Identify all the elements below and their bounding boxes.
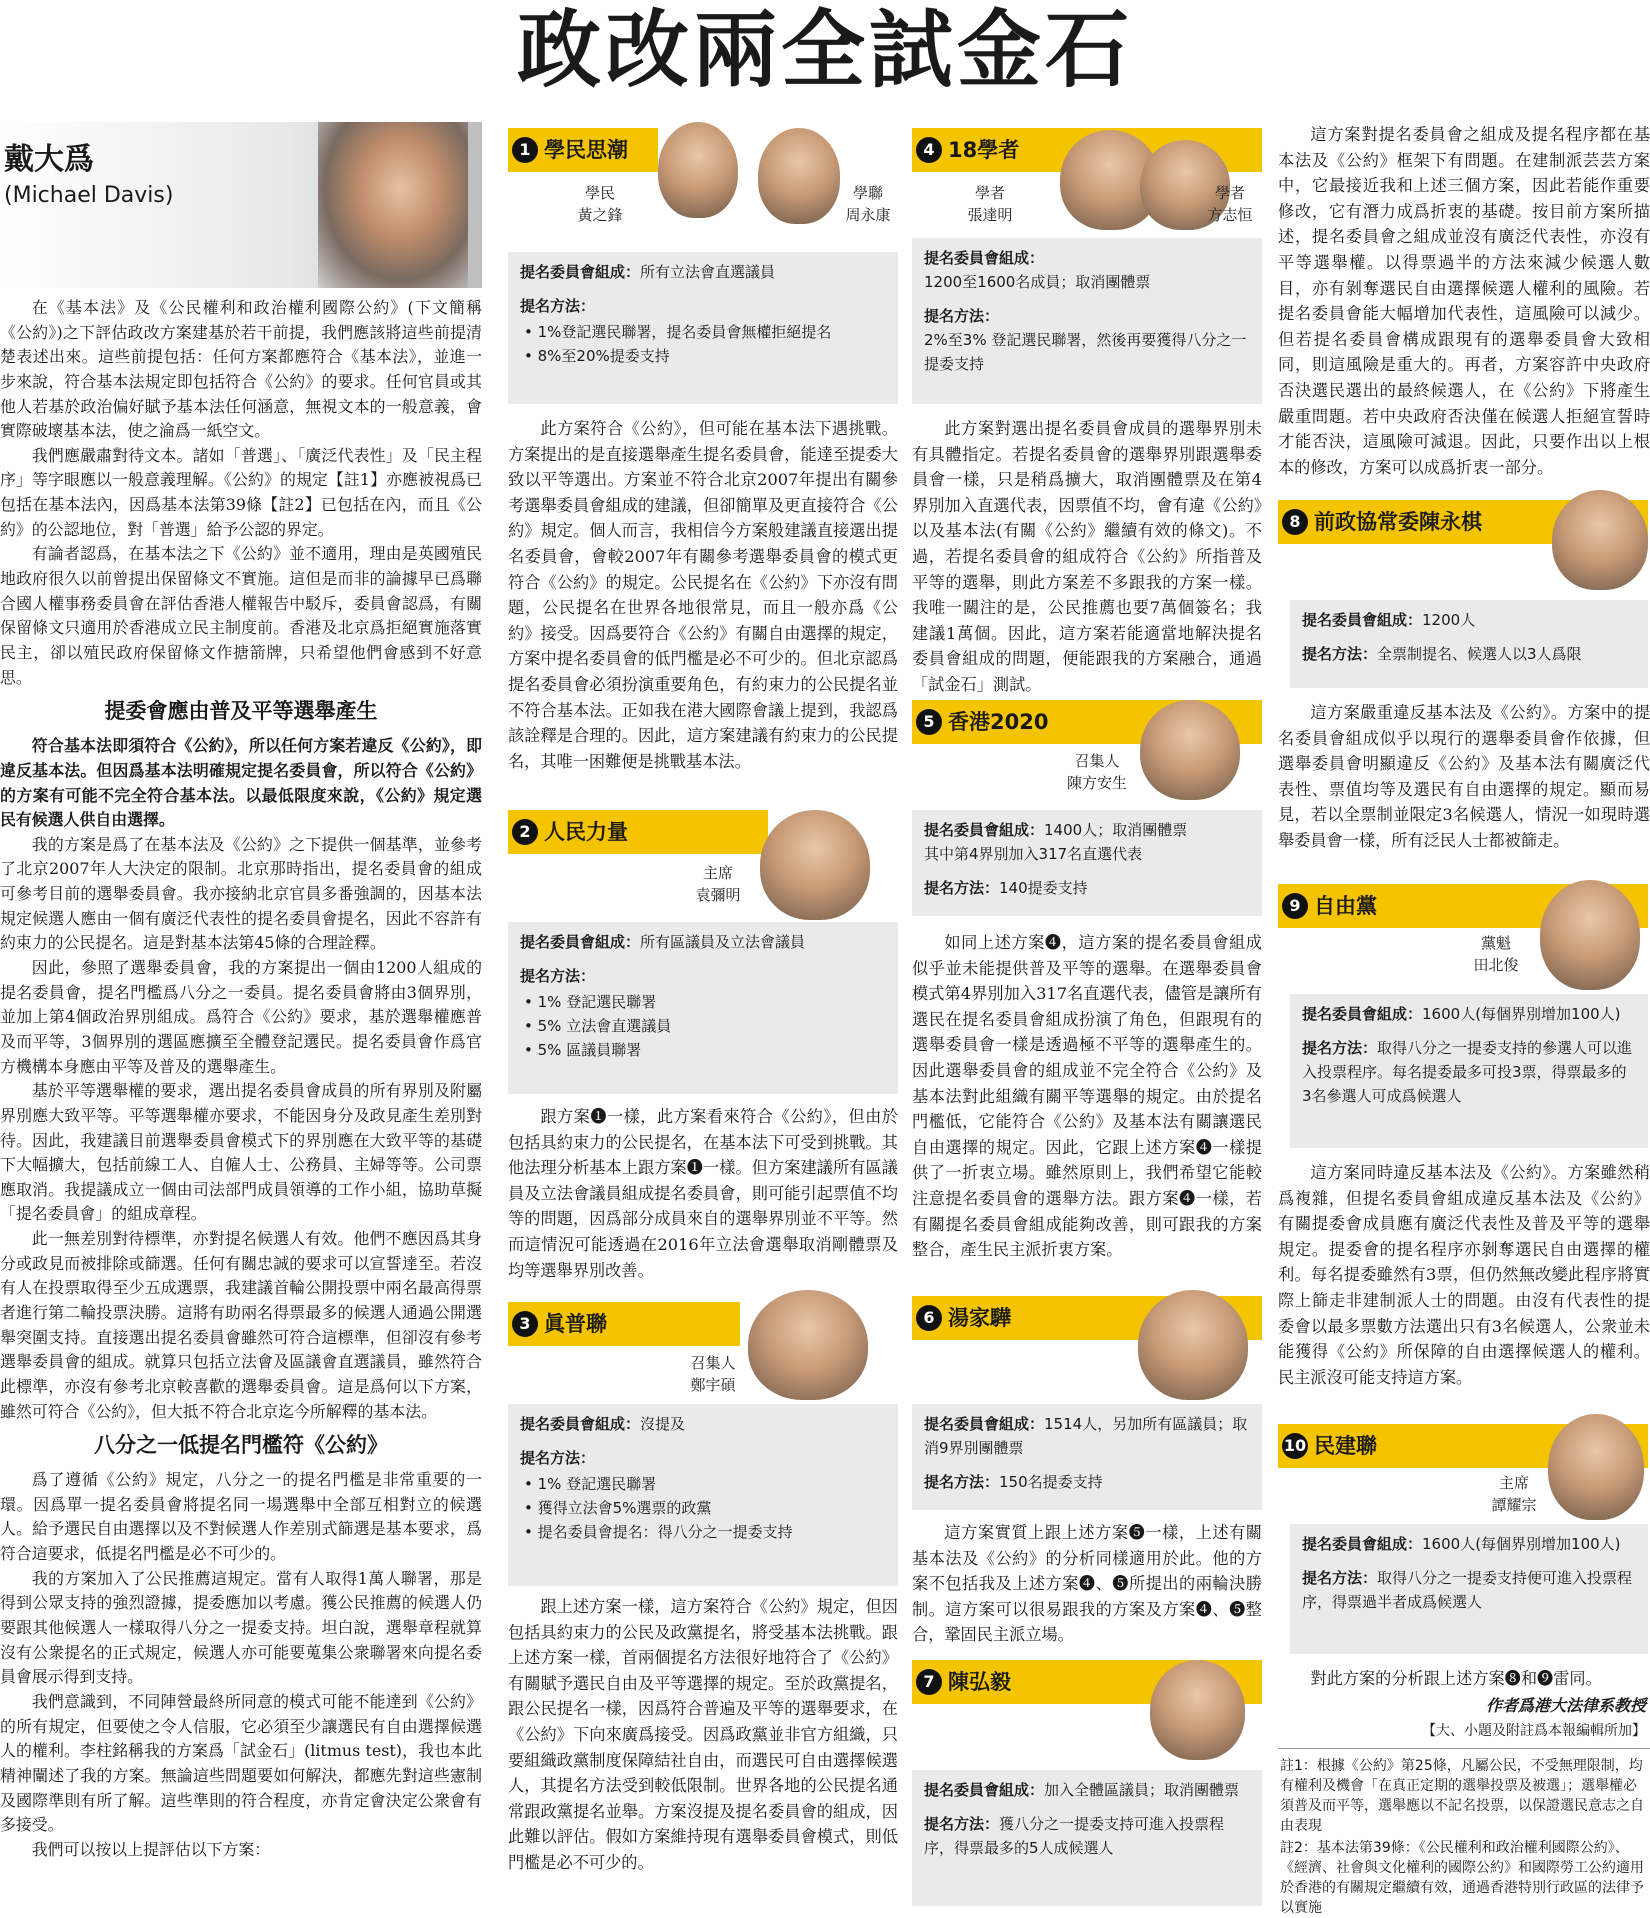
- plan-9-title: 9 自由黨: [1282, 890, 1377, 922]
- paragraph: 我們可以按以上提評估以下方案：: [31, 1839, 271, 1859]
- photo-chan-wing-kee: [1552, 490, 1648, 590]
- person-label: 黨魁 田北俊: [1473, 934, 1519, 974]
- plan-10-analysis: 對此方案的分析跟上述方案❽和❾雷同。: [1310, 1669, 1602, 1688]
- paragraph: 此一無差別對待標準，亦對提名候選人有效。他們不應因爲其身分或政見而被排除或篩選。任何有關忠誠的要求可以宣誓達至。若沒有人在投票取得至少五成選票，我建議首輪公開投票中兩名最高得票者進行第二輪投票決勝。這將有助兩名得票最多的候選人通過公開選舉突圍支持。直接選出提名委員會雖然可符合這標準，但卻沒有參考選舉委員會的組成。就算只包括立法會及區議會直選議員，雖然符合此標準，亦沒有參考北京較喜歡的選舉委員會。這是爲何以下方案，雖然可符合《公約》，但大抵不符合北京迄今所解釋的基本法。: [0, 1229, 482, 1421]
- person-label: 學者 方志恒: [1207, 184, 1253, 224]
- person-label: 學者 張達明: [967, 184, 1013, 224]
- plan-6-info: 提名委員會組成：1514人，另加所有區議員；取消9界別團體票 提名方法：150名提委支持: [912, 1404, 1262, 1510]
- photo-albert-chen: [1150, 1660, 1245, 1760]
- plan-7-info: 提名委員會組成：加入全體區議員；取消團體票 提名方法：獲八分之一提委支持可進入投票程序，得票最多的5人成候選人: [912, 1770, 1262, 1906]
- photo-joshua-wong: [658, 122, 738, 218]
- person-label: 主席 袁彌明: [695, 864, 741, 904]
- paragraph: 我們意識到，不同陣營最終所同意的模式可能不能達到《公約》的所有規定，但要使之令人信服，它必須至少讓選民有自由選擇候選人的權利。李柱銘稱我的方案爲「試金石」(litmus test)，我也本此精神闡述了我的方案。無論這些問題要如何解決，都應先對這些憲制及國際準則有所了解。這些準則的符合程度，亦肯定會決定公衆會有多接受。: [0, 1691, 482, 1835]
- plan-2-info: 提名委員會組成：所有區議員及立法會議員 提名方法： • 1% 登記選民聯署 • 5% 立法會直選議員 • 5% 區議員聯署: [508, 922, 898, 1094]
- paragraph: 有論者認爲，在基本法之下《公約》並不適用，理由是英國殖民地政府很久以前曾提出保留條文不實施。這但是而非的論據早已爲聯合國人權事務委員會在評估香港人權報告中駁斥，委員會認爲，有關保留條文只適用於香港成立民主制度前。香港及北京爲拒絕實施落實民主，卻以殖民政府保留條文作搪箭牌，只希望他們會感到不好意思。: [0, 544, 482, 687]
- paragraph: 我的方案是爲了在基本法及《公約》之下提供一個基準，並參考了北京2007年人大決定的限制。北京那時指出，提名委員會的組成可參考目前的選舉委員會。我亦接納北京官員多番強調的，因基本法規定候選人應由一個有廣泛代表性的提名委員會提名，因此不容許有約束力的公民提名。這是對基本法第45條的合理詮釋。: [0, 834, 482, 953]
- subheading: 八分之一低提名門檻符《公約》: [94, 1432, 388, 1458]
- plan-8-info: 提名委員會組成：1200人 提名方法：全票制提名、候選人以3人爲限: [1290, 600, 1648, 688]
- paragraph: 我的方案加入了公民推薦這規定。當有人取得1萬人聯署，那是得到公眾支持的強烈證據，提委應加以考慮。獲公民推薦的候選人仍要跟其他候選人一樣取得八分之一提委支持。坦白說，選舉章程就算沒有公衆提名的正式規定，候選人亦可能要蒐集公衆聯署來向提名委員會展示得到支持。: [0, 1568, 482, 1687]
- paragraph: 基於平等選舉權的要求，選出提名委員會成員的所有界別及附屬界別應大致平等。平等選舉權亦要求，不能因身分及政見產生差別對待。因此，我建議目前選舉委員會模式下的界別應在大致平等的基礎下大幅擴大，包括前線工人、自僱人士、公務員、主婦等等。公司票應取消。我提議成立一個由司法部門成員領導的工作小組，協助草擬「提名委員會」的組成章程。: [0, 1081, 482, 1224]
- plan-1-info: 提名委員會組成：所有立法會直選議員 提名方法： • 1%登記選民聯署，提名委員會無權拒絕提名 • 8%至20%提委支持: [508, 252, 898, 404]
- plan-5-title: 5 香港2020: [916, 706, 1048, 738]
- plan-3-analysis: 跟上述方案一樣，這方案符合《公約》規定，但因包括具約束力的公民及政黨提名，將受基本法挑戰。跟上述方案一樣，首兩個提名方法很好地符合了《公約》有關賦予選民自由及平等選擇的規定。至於政黨提名，跟公民提名一樣，因爲符合普遍及平等的選舉要求，在《公約》下向來廣爲接受。因爲政黨並非官方組織，只要組織政黨制度保障結社自由，而選民可自由選擇候選人，其提名方法受到較低限制。世界各地的公民提名通常跟政黨提名並舉。方案沒提及提名委員會的組成，因此難以評估。假如方案維持現有選舉委員會模式，則低門檻是必不可少的。: [508, 1597, 898, 1872]
- footnote-2: 註2：基本法第39條：《公民權利和政治權利國際公約》、《經濟、社會與文化權利的國際公約》和國際勞工公約適用於香港的有關規定繼續有效，通過香港特別行政區的法律予以實施: [1280, 1840, 1644, 1916]
- plan-4-info: 提名委員會組成： 1200至1600名成員；取消團體票 提名方法： 2%至3% 登記選民聯署，然後再要獲得八分之一提委支持: [912, 238, 1262, 404]
- plan-2-analysis: 跟方案❶一樣，此方案看來符合《公約》，但由於包括具約束力的公民提名，在基本法下可受到挑戰。其他法理分析基本上跟方案❶一樣。但方案建議所有區議員及立法會議員組成提名委員會，則可能引起票值不均等的問題，因爲部分成員來自的選舉界別並不平等。然而這情況可能透過在2016年立法會選舉取消剛體票及均等選舉界別改善。: [508, 1107, 898, 1280]
- author-name: 戴大爲: [4, 142, 94, 177]
- plan-3-info: 提名委員會組成：沒提及 提名方法： • 1% 登記選民聯署 • 獲得立法會5%選票的政黨 • 提名委員會提名：得八分之一提委支持: [508, 1404, 898, 1586]
- plan-6-analysis: 這方案實質上跟上述方案❺一樣，上述有關基本法及《公約》的分析同樣適用於此。他的方案不包括我及上述方案❹、❺所提出的兩輪決勝制。這方案可以很易跟我的方案及方案❹、❺整合，鞏固民主派立場。: [912, 1523, 1262, 1645]
- paragraph: 我們應嚴肅對待文本。諸如「普選」、「廣泛代表性」及「民主程序」等字眼應以一般意義理解。《公約》的規定【註1】亦應被視爲已包括在基本法內，因爲基本法第39條【註2】已包括在內，而且《公約》的公認地位，對「普選」給予公認的界定。: [0, 445, 482, 539]
- photo-alex-chow: [758, 128, 840, 224]
- plan-10-info: 提名委員會組成：1600人(每個界別增加100人) 提名方法：取得八分之一提委支持便可進入投票程序，得票過半者成爲候選人: [1290, 1524, 1648, 1654]
- plan-10-title: 10 民建聯: [1283, 1434, 1377, 1458]
- divider: [1278, 1748, 1650, 1749]
- headline: 政改兩全試金石: [516, 0, 1133, 99]
- paragraph: 因此，參照了選舉委員會，我的方案提出一個由1200人組成的提名委員會，提名門檻爲八分之一委員。提名委員會將由3個界別，並加上第4個政治界別組成。爲符合《公約》要求，基於選舉權應普及而平等，3個界別的選區應擴至全體登記選民。提名委員會作爲官方機構本身應由平等及普及的選舉產生。: [0, 958, 482, 1076]
- paragraph: 在《基本法》及《公民權利和政治權利國際公約》(下文簡稱《公約》)之下評估政改方案建基於若干前提，我們應該將這些前提清楚表述出來。這些前提包括：任何方案都應符合《基本法》，並進一步來說，符合基本法規定即包括符合《公約》的要求。任何官員或其他人若基於政治偏好賦予基本法任何涵意，無視文本的一般意義，會實際破壞基本法，使之淪爲一紙空文。: [0, 298, 482, 441]
- plan-1-title: 1 學民思潮: [512, 134, 628, 166]
- plan-8-analysis: 這方案嚴重違反基本法及《公約》。方案中的提名委員會組成似乎以現行的選舉委員會作依據，但選舉委員會明顯違反《公約》及基本法有關廣泛代表性、票值均等及選民有自由選擇的規定。顯而易見，若以全票制並限定3名候選人，情況一如現時選舉委員會一樣，所有泛民人士都被篩走。: [1278, 703, 1650, 850]
- footnote-1: 註1：根據《公約》第25條，凡屬公民，不受無理限制，均有權利及機會「在真正定期的選舉投票及被選」；選舉權必須普及而平等，選舉應以不記名投票，以保證選民意志之自由表現: [1280, 1758, 1644, 1834]
- plan-3-title: 3 眞普聯: [512, 1308, 607, 1340]
- article-column-1: [0, 296, 482, 1862]
- photo-ronny-tong: [1138, 1290, 1248, 1400]
- plan-2-title: 2 人民力量: [512, 816, 628, 848]
- plan-9-info: 提名委員會組成：1600人(每個界別增加100人) 提名方法：取得八分之一提委支持的參選人可以進入投票程序。每名提委最多可投3票，得票最多的3名參選人可成爲候選人: [1290, 994, 1648, 1148]
- paragraph: 爲了遵循《公約》規定，八分之一的提名門檻是非常重要的一環。因爲單一提名委員會將提名同一場選舉中全部互相對立的候選人。給予選民自由選擇以及不對候選人作差別式篩選是基本要求，爲符合這要求，低提名門檻是必不可少的。: [0, 1470, 482, 1564]
- photo-tam-yiu-chung: [1548, 1414, 1644, 1520]
- photo-james-tien: [1540, 880, 1640, 990]
- plan-6-title: 6 湯家驊: [916, 1302, 1011, 1334]
- plan-5-info: 提名委員會組成：1400人；取消團體票 其中第4界別加入317名直選代表 提名方法：140提委支持: [912, 810, 1262, 916]
- lead-paragraph: 符合基本法即須符合《公約》，所以任何方案若違反《公約》，即違反基本法。但因爲基本法明確規定提名委員會，所以符合《公約》的方案有可能不完全符合基本法。以最低限度來說，《公約》規定選民有候選人供自由選擇。: [0, 736, 482, 830]
- author-name-en: (Michael Davis): [4, 183, 174, 208]
- plan-4-title: 4 18學者: [916, 134, 1019, 166]
- person-label: 學聯 周永康: [845, 184, 891, 224]
- plan-number: 1: [512, 137, 538, 163]
- subheading: 提委會應由普及平等選舉產生: [104, 698, 378, 724]
- plan-4-analysis: 此方案對選出提名委員會成員的選舉界別未有具體指定。若提名委員會的選舉界別跟選舉委員會一樣，只是稍爲擴大，取消團體票及在第4界別加入直選代表，因票值不均，會有違《公約》以及基本法(有關《公約》繼續有效的條文)。不過，若提名委員會的組成符合《公約》所指普及平等的選舉，則此方案差不多跟我的方案一樣。我唯一關注的是，公民推薦也要7萬個簽名；我建議1萬個。因此，這方案若能適當地解決提名委員會組成的問題，便能跟我的方案融合，通過「試金石」測試。: [912, 419, 1262, 694]
- plan-7-analysis: 這方案對提名委員會之組成及提名程序都在基本法及《公約》框架下有問題。在建制派芸芸方案中，它最接近我和上述三個方案，因此若能作重要修改，它有潛力成爲折衷的基礎。按目前方案所描述，提名委員會之組成並沒有廣泛代表性，亦沒有平等選舉權。以得票過半的方法來減少候選人數目，亦有剝奪選民自由選擇候選人權利的風險。若提名委員會能大幅增加代表性，這風險可以減少。但若提名委員會構成跟現有的選舉委員會大致相同，則這風險是重大的。再者，方案容許中央政府否決選民選出的最終候選人，在《公約》下將產生嚴重問題。若中央政府否決僅在候選人拒絕宣誓時才能否決，這風險可減退。因此，只要作出以上根本的修改，方案可以成爲折衷一部分。: [1278, 125, 1650, 477]
- person-label: 主席 譚耀宗: [1491, 1474, 1537, 1514]
- author-photo: [318, 122, 468, 288]
- plan-9-analysis: 這方案同時違反基本法及《公約》。方案雖然稍爲複雜，但提名委員會組成違反基本法及《公約》有關提委會成員應有廣泛代表性及普及平等的選舉規定。提委會的提名程序亦剝奪選民自由選擇的權利。每名提委雖然有3票，但仍然無改變此程序將實際上篩走非建制派人士的問題。由沒有代表性的提委會以最多票數方法選出只有3名候選人，公衆並未能獲得《公約》所保障的自由選擇候選人的權利。民主派沒可能支持這方案。: [1278, 1163, 1650, 1387]
- photo-anson-chan: [1140, 700, 1240, 800]
- photo-joseph-cheng: [748, 1290, 868, 1400]
- person-label: 召集人 鄭宇碩: [690, 1354, 736, 1394]
- plan-5-analysis: 如同上述方案❹，這方案的提名委員會組成似乎並未能提供普及平等的選舉。在選舉委員會模式第4界別加入317名直選代表，儘管是讓所有選民在提名委員會組成扮演了角色，但跟現有的選舉委員會一樣是透過極不平等的選舉產生的。因此選舉委員會的組成並不完全符合《公約》及基本法對此組織有關平等選舉的規定。由於提名門檻低，它能符合《公約》及基本法有關讓選民自由選擇的規定。因此，它跟上述方案❹一樣提供了一折衷立場。雖然原則上，我們希望它能較注意提名委員會的選舉方法。跟方案❹一樣，若有關提名委員會組成能夠改善，則可跟我的方案整合，產生民主派折衷方案。: [912, 933, 1262, 1260]
- photo-erica-yuen: [760, 810, 870, 920]
- plan-7-title: 7 陳弘毅: [916, 1666, 1011, 1698]
- person-label: 召集人 陳方安生: [1066, 752, 1127, 792]
- plan-8-title: 8 前政協常委陳永棋: [1282, 506, 1482, 538]
- byline: 作者爲港大法律系教授: [1485, 1696, 1646, 1715]
- plan-1-analysis: 此方案符合《公約》，但可能在基本法下遇挑戰。方案提出的是直接選舉產生提名委員會，能達至提委大致以平等選出。方案並不符合北京2007年提出有關參考選舉委員會組成的建議，但卻簡單及更直接符合《公約》規定。個人而言，我相信今方案般建議直接選出提名委員會，會較2007年有關參考選舉委員會的模式更符合《公約》的規定。公民提名在《公約》下亦沒有問題，公民提名在世界各地很常見，而且一般亦爲《公約》接受。因爲要符合《公約》有關自由選擇的規定，方案中提名委員會的低門檻是必不可少的。但北京認爲提名委員會必須扮演重要角色，有約束力的公民提名並不符合基本法。正如我在港大國際會議上提到，我認爲該詮釋是合理的。因此，這方案建議有約束力的公民提名，其唯一困難便是挑戰基本法。: [508, 419, 898, 771]
- editor-note: 【大、小題及附註爲本報編輯所加】: [1422, 1723, 1646, 1739]
- person-label: 學民 黃之鋒: [577, 184, 623, 224]
